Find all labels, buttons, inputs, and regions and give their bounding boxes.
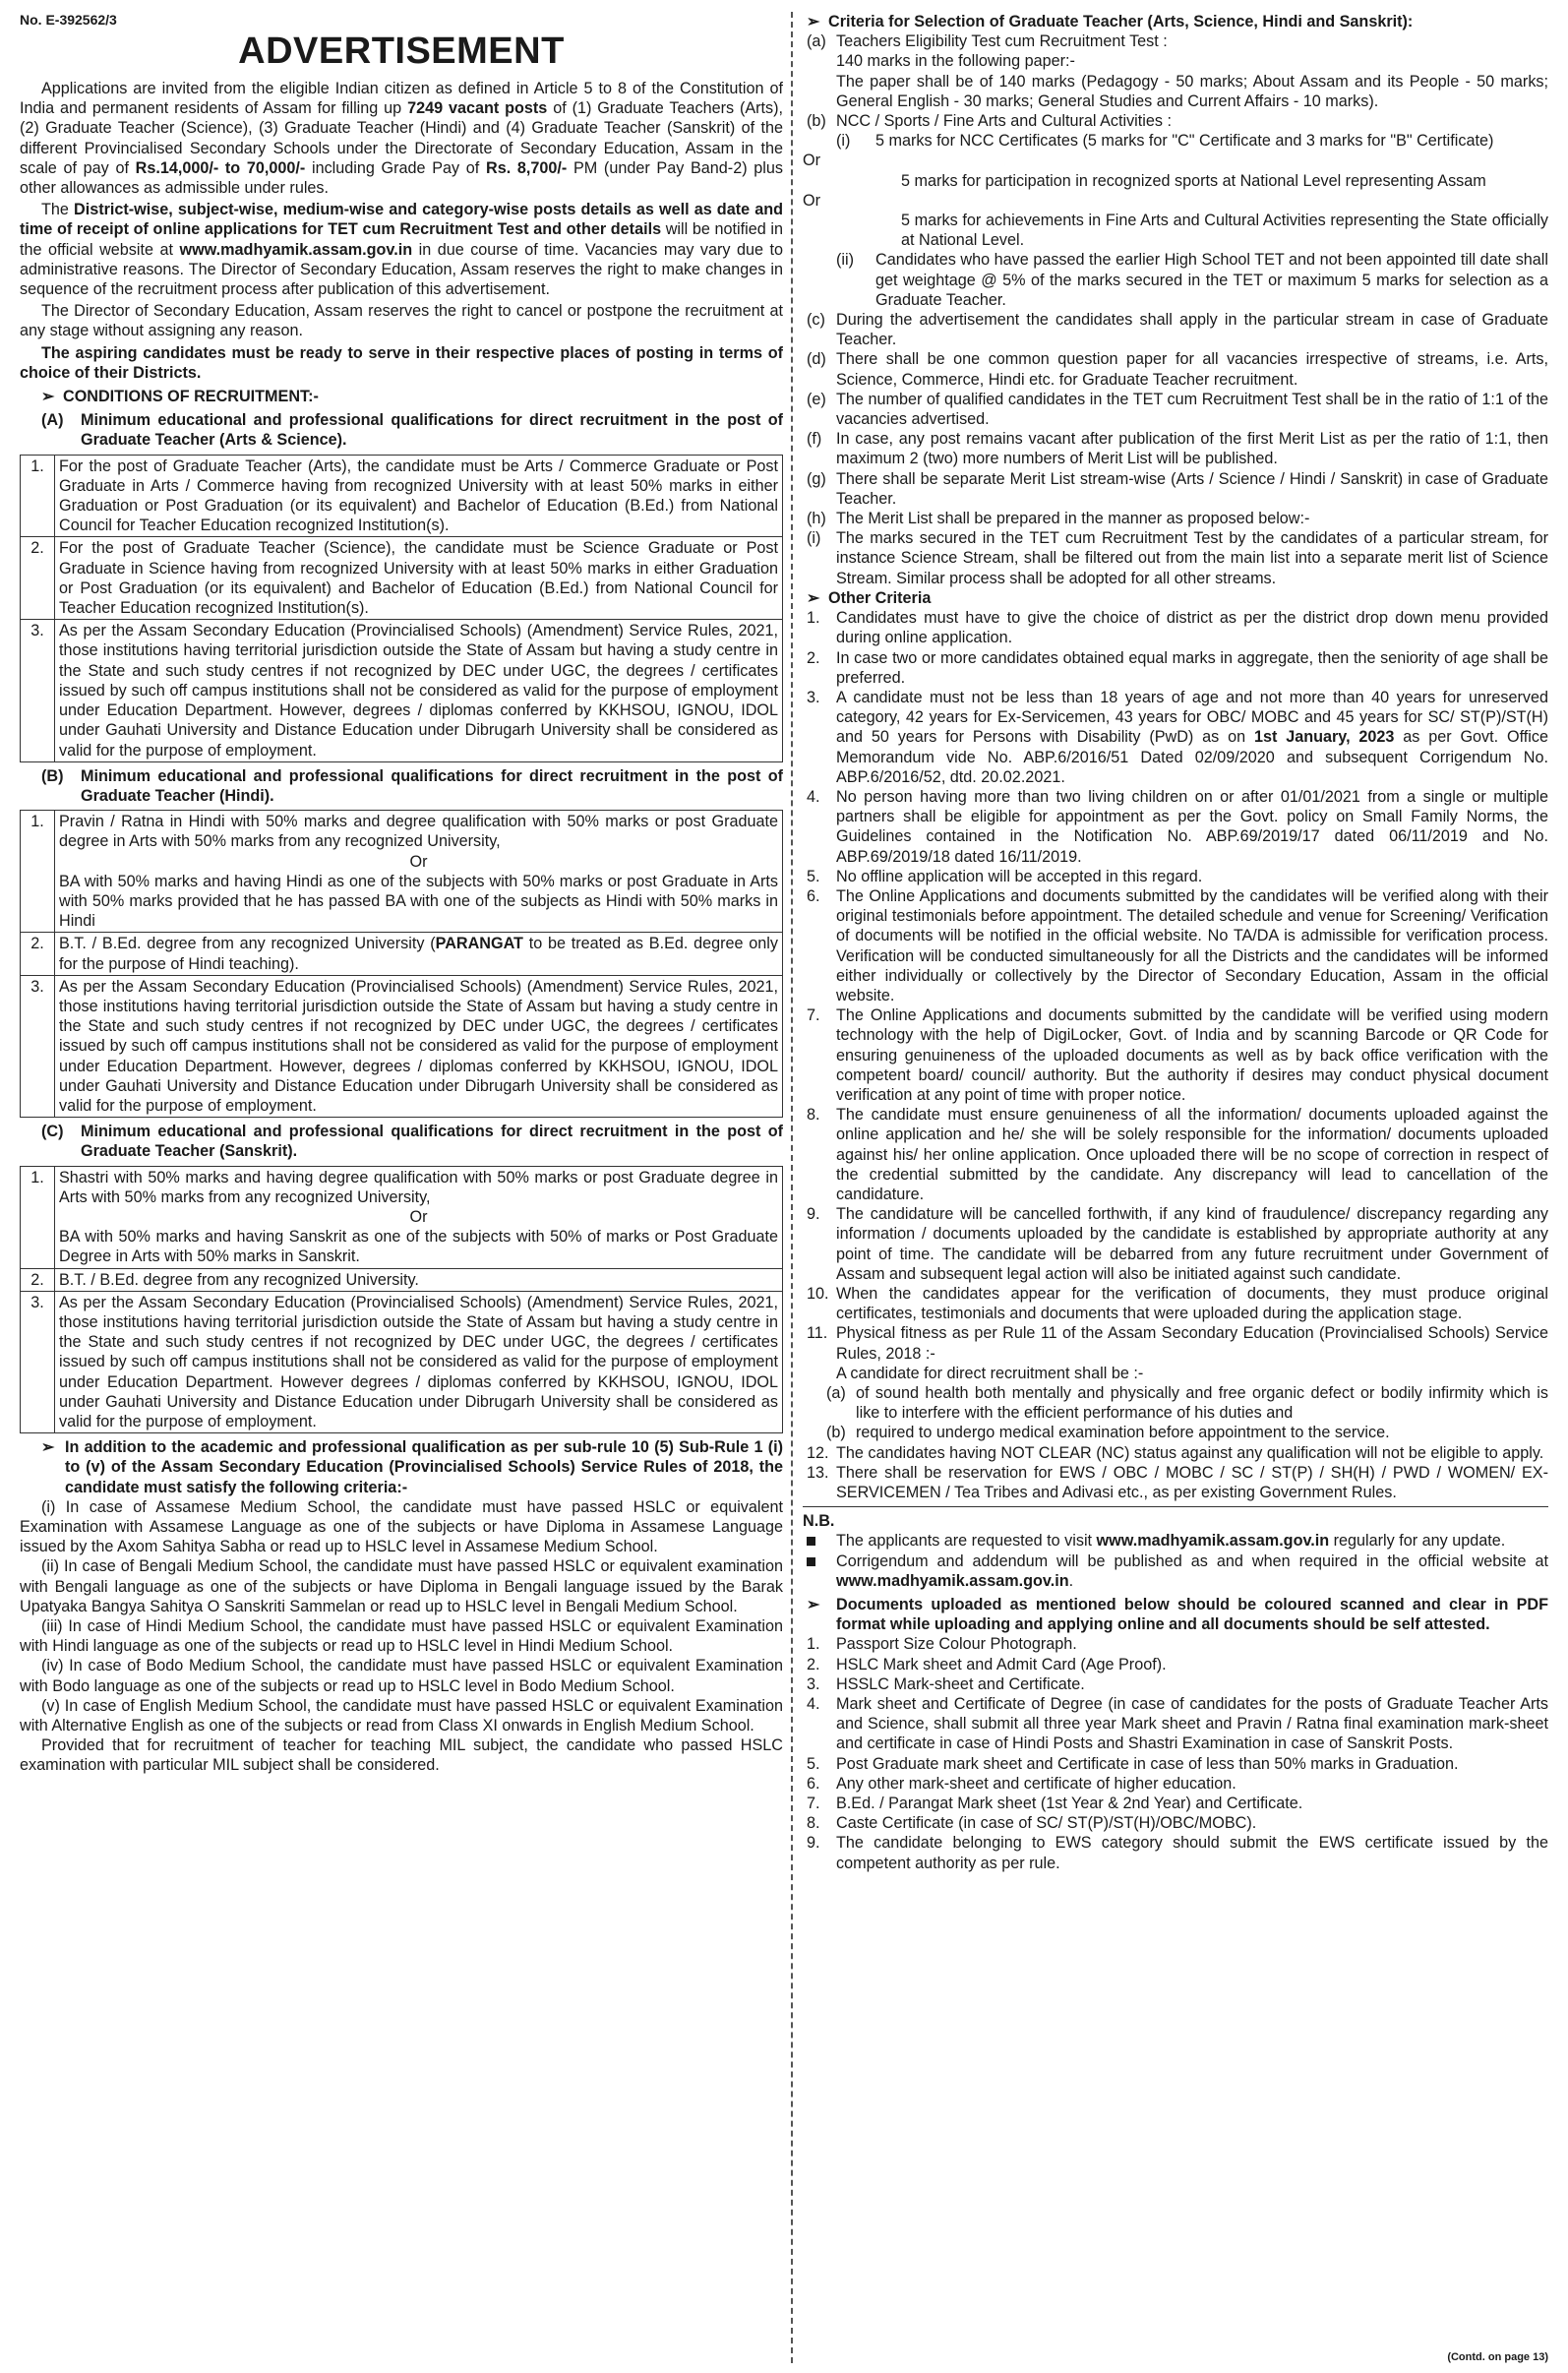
section-a-heading: (A) Minimum educational and professional qualifications for direct recruitment in the post of Graduate Teacher (Arts & Science). (41, 411, 783, 450)
other-criteria-heading: ➢ Other Criteria (807, 588, 932, 607)
arrow-bullet-icon: ➢ (807, 1596, 820, 1614)
right-column (803, 12, 1548, 2363)
list-item: 4. No person having more than two living children on or after 01/01/2021 from a single or multiple partners shall be eligible for appointment as per the Govt. policy on Small Family Norms, the Guidelines contained in the Notification No. ABP.69/2019/17 dated 06/11/2019 and No. ABP.69/2019/18 dated 16/11/2019. (807, 787, 1548, 866)
intro-paragraph-4: The aspiring candidates must be ready to serve in their respective places of posting in terms of choice of their Districts. (20, 343, 783, 382)
table-row: 1. Pravin / Ratna in Hindi with 50% marks and degree qualification with 50% marks or post Graduate degree in Arts with 50% marks from any recognized University, Or BA with 50% marks and having Hindi as one of the subjects with 50% marks or post Graduate in Arts with 50% marks provided that he has passed BA with one of the subjects as Hindi with 50% marks in Hindi (21, 811, 783, 933)
list-item: (f) In case, any post remains vacant after publication of the first Merit List as per the ratio of 1:1, then maximum 2 (two) more numbers of Merit List will be published. (807, 430, 1548, 468)
advertisement-page (20, 12, 1548, 2363)
list-item: 5. No offline application will be accepted in this regard. (807, 867, 1203, 885)
table-row: 3. As per the Assam Secondary Education (Provincialised Schools) (Amendment) Service Rules, 2021, those institutions having territorial jurisdiction outside the State of Assam but having a study centre in the State and such study centres if not recognized by DEC under UGC, the degrees / certificates issued by such off campus institutions shall not be considered as valid for the purpose of employment under Education Department. However, degrees / diplomas conferred by KKHSOU, IGNOU, IDOL under Gauhati University and Distance Education under Dibrugarh University shall be considered as valid for the purpose of employment. (21, 975, 783, 1117)
reference-number: No. E-392562/3 (20, 12, 117, 28)
list-item: 4. Mark sheet and Certificate of Degree (in case of candidates for the posts of Graduate Teacher Arts and Science, shall submit all three year Mark sheet and Pravin / Ratna final examination mark-sheet and certificate in case of Hindi Posts and Shastri Examination in case of Sanskrit Posts. (807, 1695, 1548, 1753)
list-item: (a) of sound health both mentally and physically and free organic defect or bodily infirmity which is like to interfere with the efficient performance of his duties and (826, 1384, 1548, 1423)
documents-heading: ➢ Documents uploaded as mentioned below should be coloured scanned and clear in PDF format while uploading and applying online and all documents should be self attested. (807, 1596, 1548, 1634)
table-row: 2. B.T. / B.Ed. degree from any recognized University. (21, 1268, 783, 1291)
list-item: (b) required to undergo medical examination before appointment to the service. (826, 1424, 1390, 1442)
arrow-bullet-icon: ➢ (41, 1438, 55, 1457)
list-item: (i) 5 marks for NCC Certificates (5 marks for "C" Certificate and 3 marks for "B" Certificate) (836, 132, 1494, 151)
list-item: (v) In case of English Medium School, the candidate must have passed HSLC or equivalent Examination with Alternative English as one of the subjects or read from Class XI onwards in English Medium School. (20, 1696, 783, 1735)
table-row: 3. As per the Assam Secondary Education (Provincialised Schools) (Amendment) Service Rules, 2021, those institutions having territorial jurisdiction outside the State of Assam but having a study centre in the State and such study centres if not recognized by DEC under UGC, the degrees / certificates issued by such off campus institutions shall not be considered as valid for the purpose of employment under Education Department. However, degrees / diplomas conferred by KKHSOU, IGNOU, IDOL under Gauhati University and Distance Education under Dibrugarh University shall be considered as valid for the purpose of employment. (21, 620, 783, 761)
section-c-heading: (C) Minimum educational and professional qualifications for direct recruitment in the post of Graduate Teacher (Sanskrit). (41, 1123, 783, 1161)
list-item: 3. A candidate must not be less than 18 years of age and not more than 40 years for unreserved category, 42 years for Ex-Servicemen, 43 years for OBC/ MOBC and 45 years for SC/ ST(P)/ST(H) and 50 years for Persons with Disability (PwD) as on 1st January, 2023 as per Govt. Office Memorandum vide No. ABP.6/2016/51 Dated 02/09/2020 and subsequent Corrigendum No. ABP.6/2016/52, dtd. 20.02.2021. (807, 688, 1548, 786)
list-item: 12. The candidates having NOT CLEAR (NC) status against any qualification will not be eligible to apply. (807, 1443, 1544, 1462)
list-item: 1. Candidates must have to give the choice of district as per the district drop down menu provided during online application. (807, 609, 1548, 647)
table-row: 2. For the post of Graduate Teacher (Science), the candidate must be Science Graduate or Post Graduate in Science having from recognized University with at least 50% marks in either Graduation or Post Graduation (or its equivalent) and Bachelor of Education (B.Ed.) from National Council for Teacher Education recognized Institution(s). (21, 537, 783, 620)
list-item: (iv) In case of Bodo Medium School, the candidate must have passed HSLC or equivalent Examination with Bodo language as one of the subjects or read up to HSLC level in Bodo Medium School. (20, 1657, 783, 1695)
table-row: 2. B.T. / B.Ed. degree from any recognized University (PARANGAT to be treated as B.Ed. degree only for the purpose of Hindi teaching). (21, 933, 783, 975)
list-item: (b) NCC / Sports / Fine Arts and Cultural Activities : (807, 112, 1172, 131)
list-item: Corrigendum and addendum will be published as and when required in the official website at www.madhyamik.assam.gov.in. (803, 1552, 1548, 1591)
list-item: 5. Post Graduate mark sheet and Certificate in case of less than 50% marks in Graduation. (807, 1754, 1459, 1773)
list-item: The applicants are requested to visit www.madhyamik.assam.gov.in regularly for any update. (803, 1531, 1548, 1551)
list-item: (i) In case of Assamese Medium School, the candidate must have passed HSLC or equivalent Examination with Assamese Language as one of the subjects or have Diploma in Assamese Language issued by the Axom Sahitya Sabha or read up to HSLC level in Assamese Medium School. (20, 1497, 783, 1556)
list-item: The paper shall be of 140 marks (Pedagogy - 50 marks; About Assam and its People - 50 marks; General English - 30 marks; General Studies and Current Affairs - 10 marks). (836, 72, 1548, 110)
left-column (20, 12, 783, 2363)
list-item: 10. When the candidates appear for the verification of documents, they must produce original certificates, testimonials and documents that were uploaded during the application stage. (807, 1285, 1548, 1323)
list-item: 7. B.Ed. / Parangat Mark sheet (1st Year & 2nd Year) and Certificate. (807, 1795, 1303, 1813)
list-item: 9. The candidature will be cancelled forthwith, if any kind of fraudulence/ discrepancy regarding any information / documents uploaded by the candidate is established by appropriate authority at any point of time. The candidate will be debarred from any future recruitment under Government of Assam and subsequent legal action will also be initiated against such candidate. (807, 1205, 1548, 1283)
square-bullet-icon (807, 1557, 815, 1566)
or-separator: Or (803, 152, 820, 170)
list-item: Provided that for recruitment of teacher for teaching MIL subject, the candidate who passed HSLC examination with particular MIL subject shall be considered. (20, 1736, 783, 1775)
section-b-table (20, 810, 783, 1118)
table-row: 1. Shastri with 50% marks and having degree qualification with 50% marks or post Graduate degree in Arts with 50% marks from any recognized University, Or BA with 50% marks and having Sanskrit as one of the subjects with 50% of marks or Post Graduate Degree in Arts with 50% marks in Sanskrit. (21, 1166, 783, 1268)
list-item: 5 marks for participation in recognized sports at National Level representing Assam (901, 171, 1486, 190)
list-item: (d) There shall be one common question paper for all vacancies irrespective of streams, i.e. Arts, Science, Commerce, Hindi etc. for Graduate Teacher recruitment. (807, 350, 1548, 389)
conditions-heading: ➢ CONDITIONS OF RECRUITMENT:- (41, 388, 319, 406)
list-item: 8. The candidate must ensure genuineness of all the information/ documents uploaded against the online application and he/ she will be solely responsible for the information/ documents uploaded against his/ her online application. Once uploaded there will be no scope of correction in respect of the credential submitted by the candidate. Any discrepancy will lead to cancellation of the candidature. (807, 1106, 1548, 1203)
page-title: ADVERTISEMENT (238, 30, 565, 72)
square-bullet-icon (807, 1537, 815, 1546)
list-item: 1. Passport Size Colour Photograph. (807, 1635, 1077, 1654)
section-b-heading: (B) Minimum educational and professional qualifications for direct recruitment in the post of Graduate Teacher (Hindi). (41, 766, 783, 805)
nb-label: N.B. (803, 1512, 835, 1531)
list-item: (iii) In case of Hindi Medium School, the candidate must have passed HSLC or equivalent Examination with Hindi language as one of the subjects or read up to HSLC level in Hindi Medium School. (20, 1617, 783, 1656)
list-item: 6. Any other mark-sheet and certificate of higher education. (807, 1774, 1236, 1793)
criteria-heading: ➢ Criteria for Selection of Graduate Teacher (Arts, Science, Hindi and Sanskrit): (807, 13, 1414, 30)
list-item: 7. The Online Applications and documents submitted by the candidate will be verified using modern technology with the help of DigiLocker, Govt. of India and by scanning Barcode or QR Code for ensuring genuineness of the uploaded documents as well as by back office verification with the competent board/ council/ authority. But the authority if desires may conduct physical document verification at any point of time with proper notice. (807, 1006, 1548, 1104)
list-item: (i) The marks secured in the TET cum Recruitment Test by the candidates of a particular stream, for instance Science Stream, shall be filtered out from the main list into a separate merit list of Science Stream. Similar process shall be adopted for all other streams. (807, 529, 1548, 587)
list-item: A candidate for direct recruitment shall be :- (836, 1364, 1144, 1382)
section-a-table (20, 455, 783, 762)
additional-criteria-heading: ➢ In addition to the academic and professional qualification as per sub-rule 10 (5) Sub-Rule 1 (i) to (v) of the Assam Secondary Education (Provincialised Schools) Service Rules of 2018, the candidate must satisfy the following criteria:- (41, 1438, 783, 1496)
separator-line (803, 1506, 1548, 1507)
table-row: 1. For the post of Graduate Teacher (Arts), the candidate must be Arts / Commerce Graduate or Post Graduate in Arts / Commerce having from recognized University with at least 50% marks in either Graduation or Post Graduation (or its equivalent) and Bachelor of Education (B.Ed.) from National Council for Teacher Education recognized Institution(s). (21, 455, 783, 537)
list-item: (ii) In case of Bengali Medium School, the candidate must have passed HSLC or equivalent examination with Bengali language as one of the subjects or have Diploma in Bengali language issued by the Barak Upatyaka Bangya Sahitya O Sanskriti Sammelan or read up to HSLC level in Bengali Medium School. (20, 1557, 783, 1615)
list-item: 6. The Online Applications and documents submitted by the candidates will be verified along with their original testimonials before appointment. The detailed schedule and venue for Screening/ Verification of documents will be notified in the official website. No TA/DA is admissible for verification process. Verification will be conducted simultaneously for all the Districts and the candidates will be informed either individually or collectively by the Director of Secondary Education, Assam in the official website. (807, 886, 1548, 1004)
arrow-bullet-icon: ➢ (41, 388, 55, 406)
table-row: 3. As per the Assam Secondary Education (Provincialised Schools) (Amendment) Service Rules, 2021, those institutions having territorial jurisdiction outside the State of Assam but having a study centre in the State and such study centres if not recognized by DEC under UGC, the degrees / certificates issued by such off campus institutions shall not be considered as valid for the purpose of employment under Education Department. However degrees / diplomas conferred by KKHSOU, IGNOU, IDOL under Gauhati University and Distance Education under Dibrugarh University shall be considered as valid for the purpose of employment. (21, 1291, 783, 1432)
list-item: 2. HSLC Mark sheet and Admit Card (Age Proof). (807, 1655, 1167, 1673)
or-separator: Or (803, 191, 820, 210)
list-item: (h) The Merit List shall be prepared in the manner as proposed below:- (807, 510, 1310, 528)
list-item: (ii) Candidates who have passed the earlier High School TET and not been appointed till date shall get weightage @ 5% of the marks secured in the TET or maximum 5 marks for selection as a Graduate Teacher. (836, 251, 1548, 309)
list-item: 2. In case two or more candidates obtained equal marks in aggregate, then the seniority of age shall be preferred. (807, 648, 1548, 687)
intro-paragraph-2: The District-wise, subject-wise, medium-wise and category-wise posts details as well as date and time of receipt of online applications for TET cum Recruitment Test and other details will be notified in the official website at www.madhyamik.assam.gov.in in due course of time. Vacancies may vary due to administrative reasons. The Director of Secondary Education, Assam reserves the right to make changes in sequence of the recruitment process after publication of this advertisement. (20, 201, 783, 299)
section-c-table (20, 1166, 783, 1434)
list-item: (g) There shall be separate Merit List stream-wise (Arts / Science / Hindi / Sanskrit) in case of Graduate Teacher. (807, 469, 1548, 508)
list-item: (a) Teachers Eligibility Test cum Recruitment Test : (807, 32, 1168, 51)
list-item: 13. There shall be reservation for EWS / OBC / MOBC / SC / ST(P) / SH(H) / PWD / WOMEN/ EX-SERVICEMEN / Tea Tribes and Adivasi etc., as per existing Government Rules. (807, 1463, 1548, 1502)
list-item: (c) During the advertisement the candidates shall apply in the particular stream in case of Graduate Teacher. (807, 311, 1548, 349)
list-item: (e) The number of qualified candidates in the TET cum Recruitment Test shall be in the ratio of 1:1 of the vacancies advertised. (807, 390, 1548, 429)
continued-note: (Contd. on page 13) (1447, 2351, 1548, 2363)
arrow-bullet-icon: ➢ (807, 13, 820, 30)
list-item: 3. HSSLC Mark-sheet and Certificate. (807, 1674, 1085, 1693)
list-item: 140 marks in the following paper:- (836, 52, 1075, 71)
column-divider (791, 12, 793, 2363)
arrow-bullet-icon: ➢ (807, 588, 820, 607)
list-item: 11. Physical fitness as per Rule 11 of the Assam Secondary Education (Provincialised Schools) Service Rules, 2018 :- (807, 1324, 1548, 1363)
intro-paragraph-3: The Director of Secondary Education, Assam reserves the right to cancel or postpone the recruitment at any stage without assigning any reason. (20, 302, 783, 340)
list-item: 8. Caste Certificate (in case of SC/ ST(P)/ST(H)/OBC/MOBC). (807, 1814, 1257, 1833)
list-item: 5 marks for achievements in Fine Arts and Cultural Activities representing the State officially at National Level. (901, 212, 1548, 250)
intro-paragraph-1: Applications are invited from the eligible Indian citizen as defined in Article 5 to 8 of the Constitution of India and permanent residents of Assam for filling up 7249 vacant posts of (1) Graduate Teachers (Arts), (2) Graduate Teacher (Science), (3) Graduate Teacher (Hindi) and (4) Graduate Teacher (Sanskrit) of the different Provincialised Secondary Schools under the Directorate of Secondary Education, Assam in the scale of pay of Rs.14,000/- to 70,000/- including Grade Pay of Rs. 8,700/- PM (under Pay Band-2) plus other allowances as admissible under rules. (20, 80, 783, 198)
list-item: 9. The candidate belonging to EWS category should submit the EWS certificate issued by the competent authority as per rule. (807, 1834, 1548, 1872)
